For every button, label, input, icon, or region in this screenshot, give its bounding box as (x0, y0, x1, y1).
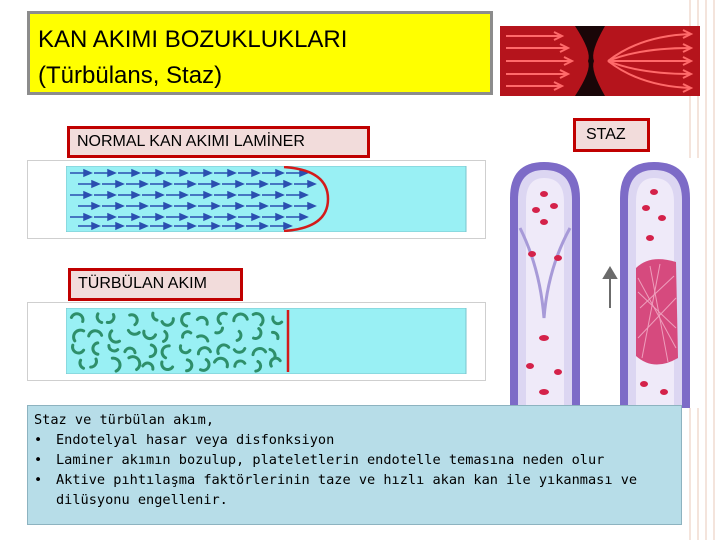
info-bullet-2 (34, 450, 675, 470)
flow-constriction-image (500, 26, 700, 96)
info-bullet-3 (34, 470, 675, 510)
info-heading: Staz ve türbülan akım, (34, 412, 215, 428)
info-text-box (27, 405, 682, 525)
info-bullet-text: Laminer akımın bozulup, plateletlerin endotelle temasına neden olur (56, 452, 605, 468)
bullet-symbol: • (34, 472, 43, 488)
label-normal-laminar: NORMAL KAN AKIMI LAMİNER (67, 126, 370, 158)
title-box (27, 11, 493, 95)
info-bullet-1 (34, 430, 675, 450)
bullet-symbol: • (34, 452, 43, 468)
bullet-symbol: • (34, 432, 43, 448)
label-staz: STAZ (573, 118, 650, 152)
label-turbulent: TÜRBÜLAN AKIM (68, 268, 243, 301)
turbulent-flow-diagram (66, 308, 470, 374)
laminar-flow-diagram (66, 166, 470, 232)
title-line-1: KAN AKIMI BOZUKLUKLARI (38, 26, 348, 53)
info-bullet-text: Endotelyal hasar veya disfonksiyon (56, 432, 335, 448)
title-line-2: (Türbülans, Staz) (38, 62, 223, 89)
info-bullet-text: Aktive pıhtılaşma faktörlerinin taze ve hızlı akan kan ile yıkanması ve dilüsyonu engellenir. (56, 472, 638, 508)
stasis-vessels-illustration (500, 158, 705, 408)
